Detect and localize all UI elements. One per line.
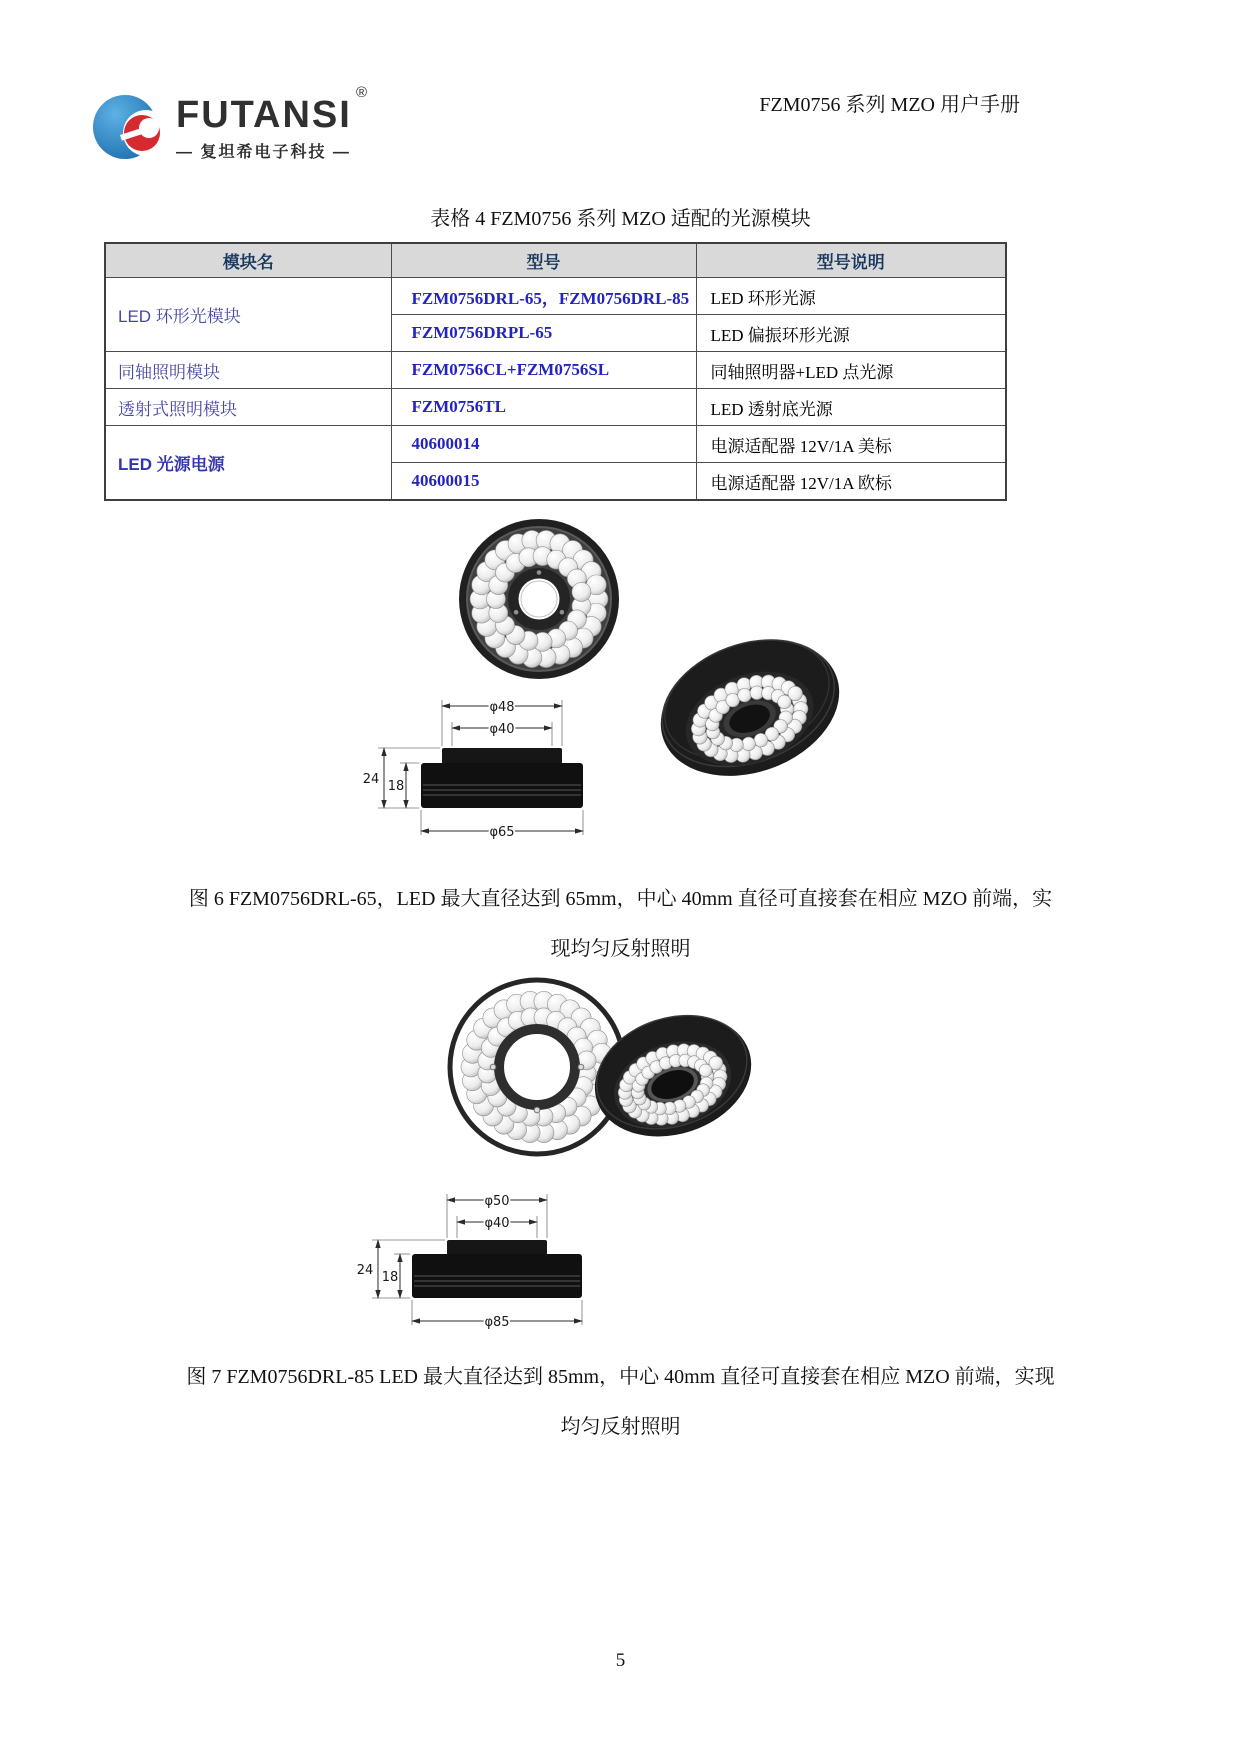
- model-cell: FZM0756DRPL-65: [391, 315, 696, 352]
- document-title: FZM0756 系列 MZO 用户手册: [759, 94, 1020, 116]
- desc-cell: LED 偏振环形光源: [696, 315, 1006, 352]
- dim-label: 18: [387, 779, 405, 794]
- dim-label: 24: [356, 1263, 374, 1278]
- brand-name: FUTANSI: [176, 94, 352, 136]
- figure6-caption: [100, 884, 1141, 984]
- caption-line: 图 7 FZM0756DRL-85 LED 最大直径达到 85mm，中心 40mm 直径可直接套在相应 MZO 前端，实现: [186, 1366, 1055, 1388]
- caption-line: 图 6 FZM0756DRL-65，LED 最大直径达到 65mm，中心 40mm 直径可直接套在相应 MZO 前端，实: [188, 888, 1053, 910]
- desc-cell: LED 环形光源: [696, 278, 1006, 315]
- model-cell: 40600014: [391, 426, 696, 463]
- brand-logo-icon: [92, 92, 162, 162]
- ring-light-top-view-drl65: [455, 515, 623, 683]
- dimension-drawing-drl85: [352, 1186, 642, 1336]
- module-cell: 透射式照明模块: [105, 389, 391, 426]
- dim-label: φ65: [489, 825, 515, 840]
- model-cell: FZM0756DRL-65，FZM0756DRL-85: [391, 278, 696, 315]
- table-caption: 表格 4 FZM0756 系列 MZO 适配的光源模块: [430, 208, 811, 230]
- caption-line: 均匀反射照明: [560, 1416, 681, 1438]
- dim-label: 18: [381, 1270, 399, 1285]
- module-cell: LED 环形光模块: [105, 278, 391, 352]
- ring-light-3d-view-drl85: [588, 1002, 758, 1154]
- registered-mark: ®: [356, 84, 368, 101]
- dim-label: φ50: [484, 1194, 510, 1209]
- model-cell: FZM0756TL: [391, 389, 696, 426]
- ring-light-3d-view-drl65: [648, 630, 853, 790]
- table-row: [105, 278, 1006, 315]
- col-header-model: 型号: [391, 243, 696, 278]
- desc-cell: 电源适配器 12V/1A 美标: [696, 426, 1006, 463]
- col-header-module: 模块名: [105, 243, 391, 278]
- model-cell: FZM0756CL+FZM0756SL: [391, 352, 696, 389]
- table-header-row: [105, 243, 1006, 278]
- col-header-desc: 型号说明: [696, 243, 1006, 278]
- table-row: [105, 352, 1006, 389]
- table-row: [105, 389, 1006, 426]
- light-module-table: [104, 242, 1007, 501]
- model-cell: 40600015: [391, 463, 696, 501]
- module-cell: LED 光源电源: [105, 426, 391, 501]
- dimension-drawing-drl65: [352, 686, 642, 846]
- table-row: [105, 426, 1006, 463]
- caption-line: 现均匀反射照明: [550, 938, 691, 960]
- figure7-caption: [100, 1362, 1141, 1462]
- module-cell: 同轴照明模块: [105, 352, 391, 389]
- dim-label: 24: [362, 772, 380, 787]
- dim-label: φ48: [489, 700, 515, 715]
- desc-cell: 同轴照明器+LED 点光源: [696, 352, 1006, 389]
- dim-label: φ40: [484, 1216, 510, 1231]
- page-number: 5: [615, 1650, 626, 1671]
- dim-label: φ85: [484, 1315, 510, 1330]
- brand-subtitle: — 复坦希电子科技 —: [176, 144, 351, 161]
- desc-cell: LED 透射底光源: [696, 389, 1006, 426]
- dim-label: φ40: [489, 722, 515, 737]
- desc-cell: 电源适配器 12V/1A 欧标: [696, 463, 1006, 501]
